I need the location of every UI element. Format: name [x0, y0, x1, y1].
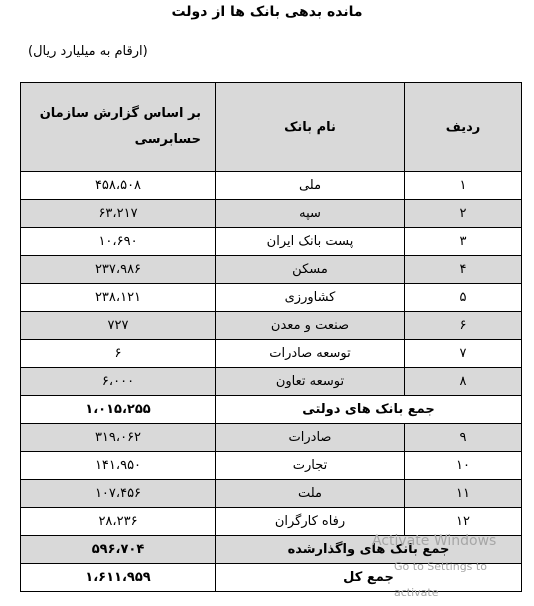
grand-total-row [21, 564, 522, 592]
cell-index: ۹ [405, 424, 522, 452]
table-row [21, 424, 522, 452]
cell-index: ۲ [405, 200, 522, 228]
windows-activation-watermark: Activate Windows Go to Settings to activate [372, 533, 497, 599]
cell-index: ۱ [405, 172, 522, 200]
table-header-row [21, 83, 522, 172]
cell-index: ۱۱ [405, 480, 522, 508]
cell-amount: ۱۰،۶۹۰ [21, 228, 216, 256]
transferred-banks-total-row [21, 536, 522, 564]
cell-index: ۶ [405, 312, 522, 340]
cell-bank-name: تجارت [216, 452, 405, 480]
table-row [21, 172, 522, 200]
table-row [21, 368, 522, 396]
cell-amount: ۲۳۷،۹۸۶ [21, 256, 216, 284]
unit-note: (ارقام به میلیارد ریال) [28, 44, 148, 59]
total-amount: ۱،۶۱۱،۹۵۹ [21, 564, 216, 592]
cell-amount: ۲۸،۲۳۶ [21, 508, 216, 536]
table-row [21, 452, 522, 480]
header-amount: بر اساس گزارش سازمان حسابرسی [21, 83, 216, 172]
cell-index: ۸ [405, 368, 522, 396]
state-banks-total-row [21, 396, 522, 424]
cell-amount: ۲۳۸،۱۲۱ [21, 284, 216, 312]
cell-index: ۷ [405, 340, 522, 368]
table-row [21, 200, 522, 228]
cell-bank-name: رفاه کارگران [216, 508, 405, 536]
cell-index: ۴ [405, 256, 522, 284]
page-title: مانده بدهی بانک ها از دولت [171, 4, 363, 20]
total-amount: ۱،۰۱۵،۲۵۵ [21, 396, 216, 424]
table-row [21, 284, 522, 312]
cell-bank-name: ملت [216, 480, 405, 508]
cell-amount: ۶،۰۰۰ [21, 368, 216, 396]
cell-bank-name: کشاورزی [216, 284, 405, 312]
cell-amount: ۱۴۱،۹۵۰ [21, 452, 216, 480]
cell-amount: ۶۳،۲۱۷ [21, 200, 216, 228]
cell-bank-name: مسکن [216, 256, 405, 284]
cell-index: ۱۲ [405, 508, 522, 536]
table-row [21, 508, 522, 536]
total-label: جمع کل [216, 564, 522, 592]
table-row [21, 312, 522, 340]
cell-bank-name: صنعت و معدن [216, 312, 405, 340]
cell-bank-name: توسعه صادرات [216, 340, 405, 368]
cell-index: ۳ [405, 228, 522, 256]
cell-amount: ۳۱۹،۰۶۲ [21, 424, 216, 452]
cell-bank-name: سپه [216, 200, 405, 228]
total-label: جمع بانک های واگذارشده [216, 536, 522, 564]
total-amount: ۵۹۶،۷۰۴ [21, 536, 216, 564]
cell-amount: ۴۵۸،۵۰۸ [21, 172, 216, 200]
table-row [21, 340, 522, 368]
cell-bank-name: صادرات [216, 424, 405, 452]
cell-index: ۱۰ [405, 452, 522, 480]
cell-index: ۵ [405, 284, 522, 312]
header-bank-name: نام بانک [216, 83, 405, 172]
cell-bank-name: توسعه تعاون [216, 368, 405, 396]
total-label: جمع بانک های دولتی [216, 396, 522, 424]
table-row [21, 256, 522, 284]
table-row [21, 228, 522, 256]
cell-bank-name: ملی [216, 172, 405, 200]
table-row [21, 480, 522, 508]
bank-debt-table [20, 82, 522, 592]
cell-amount: ۷۲۷ [21, 312, 216, 340]
cell-bank-name: پست بانک ایران [216, 228, 405, 256]
cell-amount: ۶ [21, 340, 216, 368]
cell-amount: ۱۰۷،۴۵۶ [21, 480, 216, 508]
header-index: ردیف [405, 83, 522, 172]
